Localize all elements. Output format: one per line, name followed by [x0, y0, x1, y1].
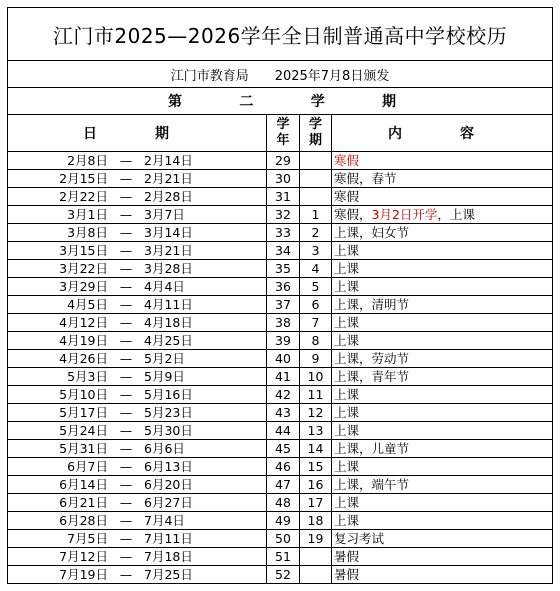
- start-date: 4月19日: [59, 333, 108, 348]
- date-range-cell: [8, 332, 267, 350]
- date-separator: —: [119, 351, 133, 366]
- content-cell: [332, 458, 553, 476]
- content-text: 上课: [334, 459, 360, 474]
- end-date: 7月11日: [144, 531, 193, 546]
- end-date: 4月11日: [144, 297, 193, 312]
- content-text: 上课，端午节: [334, 477, 410, 492]
- date-separator: —: [119, 315, 133, 330]
- school-year-week-cell: 37: [267, 296, 300, 314]
- table-row: [8, 512, 553, 530]
- end-date: 7月4日: [144, 513, 185, 528]
- table-row: [8, 296, 553, 314]
- content-text: 上课: [334, 315, 360, 330]
- date-range-cell: [8, 422, 267, 440]
- school-year-week-cell: 44: [267, 422, 300, 440]
- start-date: 3月29日: [59, 279, 108, 294]
- date-range-cell: [8, 296, 267, 314]
- content-text: 上课: [334, 261, 360, 276]
- content-text: 寒假: [334, 189, 360, 204]
- start-date: 7月12日: [59, 549, 108, 564]
- school-year-week-cell: 46: [267, 458, 300, 476]
- end-date: 5月23日: [144, 405, 193, 420]
- date-range-cell: [8, 170, 267, 188]
- table-row: [8, 224, 553, 242]
- start-date: 2月15日: [59, 171, 108, 186]
- content-cell: [332, 404, 553, 422]
- content-cell: [332, 350, 553, 368]
- content-cell: [332, 440, 553, 458]
- date-separator: —: [119, 387, 133, 402]
- end-date: 4月25日: [144, 333, 193, 348]
- date-range-cell: [8, 350, 267, 368]
- content-cell: [332, 260, 553, 278]
- issuer-line: [8, 61, 553, 88]
- school-year-week-cell: 51: [267, 548, 300, 566]
- school-year-week-cell: 43: [267, 404, 300, 422]
- end-date: 5月2日: [144, 351, 185, 366]
- school-year-week-cell: 31: [267, 188, 300, 206]
- end-date: 3月14日: [144, 225, 193, 240]
- table-row: [8, 458, 553, 476]
- content-cell: [332, 548, 553, 566]
- date-separator: —: [119, 189, 133, 204]
- term-char: 期: [382, 94, 397, 110]
- content-text: 上课: [334, 243, 360, 258]
- start-date: 3月8日: [67, 225, 108, 240]
- date-range-cell: [8, 440, 267, 458]
- term-week-cell: 14: [300, 440, 332, 458]
- term-week-cell: 2: [300, 224, 332, 242]
- term-week-cell: 19: [300, 530, 332, 548]
- end-date: 5月9日: [144, 369, 185, 384]
- term-row: [8, 88, 553, 115]
- table-row: [8, 206, 553, 224]
- content-cell: [332, 422, 553, 440]
- content-cell: [332, 224, 553, 242]
- school-calendar-document: [7, 7, 552, 584]
- school-year-week-cell: 38: [267, 314, 300, 332]
- term-week-cell: 12: [300, 404, 332, 422]
- table-row: [8, 188, 553, 206]
- content-text: 上课: [334, 495, 360, 510]
- start-date: 6月21日: [59, 495, 108, 510]
- table-row: [8, 242, 553, 260]
- table-row: [8, 314, 553, 332]
- term-week-cell: [300, 566, 332, 584]
- header-school-year-week: 学 年: [267, 115, 300, 152]
- content-cell: [332, 314, 553, 332]
- date-separator: —: [119, 225, 133, 240]
- content-text: 上课: [334, 387, 360, 402]
- header-content: 内 容: [332, 115, 553, 152]
- term-week-cell: 9: [300, 350, 332, 368]
- term-week-cell: 3: [300, 242, 332, 260]
- date-separator: —: [119, 567, 133, 582]
- date-separator: —: [119, 405, 133, 420]
- title-row: [8, 8, 553, 61]
- content-text: 暑假: [334, 549, 360, 564]
- content-cell: [332, 566, 553, 584]
- end-date: 2月28日: [144, 189, 193, 204]
- date-separator: —: [119, 207, 133, 222]
- date-range-cell: [8, 260, 267, 278]
- date-range-cell: [8, 494, 267, 512]
- end-date: 3月7日: [144, 207, 185, 222]
- date-range-cell: [8, 566, 267, 584]
- date-range-cell: [8, 368, 267, 386]
- term-heading: [8, 88, 553, 115]
- end-date: 6月6日: [144, 441, 185, 456]
- content-cell: [332, 530, 553, 548]
- date-separator: —: [119, 441, 133, 456]
- end-date: 2月14日: [144, 153, 193, 168]
- end-date: 4月4日: [144, 279, 185, 294]
- content-cell: [332, 494, 553, 512]
- school-year-week-cell: 32: [267, 206, 300, 224]
- term-week-cell: 17: [300, 494, 332, 512]
- table-row: [8, 404, 553, 422]
- date-separator: —: [119, 279, 133, 294]
- date-separator: —: [119, 243, 133, 258]
- content-text: 寒假，春节: [334, 171, 397, 186]
- table-row: [8, 494, 553, 512]
- school-year-week-cell: 48: [267, 494, 300, 512]
- term-week-cell: 5: [300, 278, 332, 296]
- school-year-week-cell: 34: [267, 242, 300, 260]
- term-week-cell: 11: [300, 386, 332, 404]
- school-year-week-cell: 52: [267, 566, 300, 584]
- end-date: 5月16日: [144, 387, 193, 402]
- page-title: 江门市2025—2026学年全日制普通高中学校校历: [8, 8, 553, 61]
- date-range-cell: [8, 278, 267, 296]
- header-term-week: 学 期: [300, 115, 332, 152]
- end-date: 2月21日: [144, 171, 193, 186]
- school-year-week-cell: 33: [267, 224, 300, 242]
- start-date: 3月22日: [59, 261, 108, 276]
- start-date: 4月5日: [67, 297, 108, 312]
- start-date: 3月15日: [59, 243, 108, 258]
- date-separator: —: [119, 549, 133, 564]
- table-row: [8, 152, 553, 170]
- date-separator: —: [119, 333, 133, 348]
- term-char: 二: [239, 94, 254, 110]
- school-year-week-cell: 47: [267, 476, 300, 494]
- date-range-cell: [8, 242, 267, 260]
- date-separator: —: [119, 513, 133, 528]
- end-date: 3月28日: [144, 261, 193, 276]
- content-text: 上课，青年节: [334, 369, 410, 384]
- table-row: [8, 566, 553, 584]
- term-week-cell: 4: [300, 260, 332, 278]
- term-week-cell: 18: [300, 512, 332, 530]
- date-range-cell: [8, 188, 267, 206]
- start-date: 5月24日: [59, 423, 108, 438]
- start-date: 7月19日: [59, 567, 108, 582]
- end-date: 6月27日: [144, 495, 193, 510]
- date-range-cell: [8, 224, 267, 242]
- term-char: 第: [168, 94, 182, 110]
- school-year-week-cell: 30: [267, 170, 300, 188]
- end-date: 6月20日: [144, 477, 193, 492]
- term-char: 学: [310, 94, 325, 110]
- date-separator: —: [119, 369, 133, 384]
- end-date: 7月18日: [144, 549, 193, 564]
- start-date: 5月3日: [67, 369, 108, 384]
- date-range-cell: [8, 512, 267, 530]
- date-separator: —: [119, 477, 133, 492]
- start-date: 5月31日: [59, 441, 108, 456]
- content-text: 上课: [334, 513, 360, 528]
- table-row: [8, 548, 553, 566]
- table-row: [8, 386, 553, 404]
- content-text: 上课: [334, 405, 360, 420]
- table-row: [8, 332, 553, 350]
- end-date: 3月21日: [144, 243, 193, 258]
- term-week-cell: 7: [300, 314, 332, 332]
- date-range-cell: [8, 530, 267, 548]
- start-date: 2月8日: [67, 153, 108, 168]
- start-date: 7月5日: [67, 531, 108, 546]
- highlighted-note: 3月2日开学: [371, 207, 438, 222]
- table-row: [8, 260, 553, 278]
- content-cell: [332, 170, 553, 188]
- end-date: 7月25日: [144, 567, 193, 582]
- header-row: [8, 115, 553, 152]
- content-cell: [332, 296, 553, 314]
- start-date: 6月14日: [59, 477, 108, 492]
- table-row: [8, 278, 553, 296]
- date-separator: —: [119, 495, 133, 510]
- start-date: 6月7日: [67, 459, 108, 474]
- school-year-week-cell: 40: [267, 350, 300, 368]
- term-week-cell: 8: [300, 332, 332, 350]
- term-week-cell: 6: [300, 296, 332, 314]
- table-row: [8, 368, 553, 386]
- term-week-cell: 10: [300, 368, 332, 386]
- content-text: 暑假: [334, 567, 360, 582]
- term-week-cell: 13: [300, 422, 332, 440]
- term-week-cell: [300, 152, 332, 170]
- school-year-week-cell: 41: [267, 368, 300, 386]
- date-range-cell: [8, 548, 267, 566]
- table-row: [8, 440, 553, 458]
- table-row: [8, 422, 553, 440]
- content-cell: [332, 368, 553, 386]
- header-date: 日 期: [8, 115, 267, 152]
- date-range-cell: [8, 386, 267, 404]
- school-year-week-cell: 36: [267, 278, 300, 296]
- date-range-cell: [8, 404, 267, 422]
- content-cell: [332, 206, 553, 224]
- content-text: 上课，儿童节: [334, 441, 410, 456]
- date-range-cell: [8, 458, 267, 476]
- end-date: 6月13日: [144, 459, 193, 474]
- start-date: 6月28日: [59, 513, 108, 528]
- content-cell: [332, 188, 553, 206]
- start-date: 4月12日: [59, 315, 108, 330]
- date-range-cell: [8, 206, 267, 224]
- start-date: 2月22日: [59, 189, 108, 204]
- school-year-week-cell: 42: [267, 386, 300, 404]
- content-text: 上课，妇女节: [334, 225, 410, 240]
- start-date: 4月26日: [59, 351, 108, 366]
- term-week-cell: 16: [300, 476, 332, 494]
- term-week-cell: [300, 548, 332, 566]
- table-row: [8, 530, 553, 548]
- date-separator: —: [119, 261, 133, 276]
- date-separator: —: [119, 153, 133, 168]
- start-date: 5月10日: [59, 387, 108, 402]
- highlighted-note: 寒假: [334, 153, 360, 168]
- school-year-week-cell: 39: [267, 332, 300, 350]
- term-week-cell: 15: [300, 458, 332, 476]
- school-year-week-cell: 45: [267, 440, 300, 458]
- content-text: 上课，劳动节: [334, 351, 410, 366]
- term-week-cell: [300, 188, 332, 206]
- content-text: 寒假，: [334, 207, 372, 222]
- content-text: 上课: [334, 423, 360, 438]
- content-text: 上课，清明节: [334, 297, 410, 312]
- table-row: [8, 170, 553, 188]
- content-text: 上课: [334, 333, 360, 348]
- content-cell: [332, 476, 553, 494]
- content-cell: [332, 386, 553, 404]
- date-separator: —: [119, 459, 133, 474]
- school-year-week-cell: 49: [267, 512, 300, 530]
- date-range-cell: [8, 476, 267, 494]
- content-cell: [332, 512, 553, 530]
- school-year-week-cell: 50: [267, 530, 300, 548]
- content-text: ，上课: [437, 207, 475, 222]
- calendar-table: [7, 7, 553, 584]
- table-row: [8, 350, 553, 368]
- school-year-week-cell: 35: [267, 260, 300, 278]
- content-cell: [332, 332, 553, 350]
- issue-date: 2025年7月8日颁发: [274, 68, 390, 84]
- content-text: 上课: [334, 279, 360, 294]
- school-year-week-cell: 29: [267, 152, 300, 170]
- issuer-row: [8, 61, 553, 88]
- content-text: 复习考试: [334, 531, 385, 546]
- start-date: 5月17日: [59, 405, 108, 420]
- content-cell: [332, 278, 553, 296]
- start-date: 3月1日: [67, 207, 108, 222]
- content-cell: [332, 152, 553, 170]
- table-row: [8, 476, 553, 494]
- content-cell: [332, 242, 553, 260]
- date-separator: —: [119, 423, 133, 438]
- date-separator: —: [119, 297, 133, 312]
- term-week-cell: [300, 170, 332, 188]
- date-separator: —: [119, 531, 133, 546]
- date-range-cell: [8, 152, 267, 170]
- issuer-name: 江门市教育局: [170, 68, 249, 84]
- date-separator: —: [119, 171, 133, 186]
- term-week-cell: 1: [300, 206, 332, 224]
- date-range-cell: [8, 314, 267, 332]
- end-date: 4月18日: [144, 315, 193, 330]
- end-date: 5月30日: [144, 423, 193, 438]
